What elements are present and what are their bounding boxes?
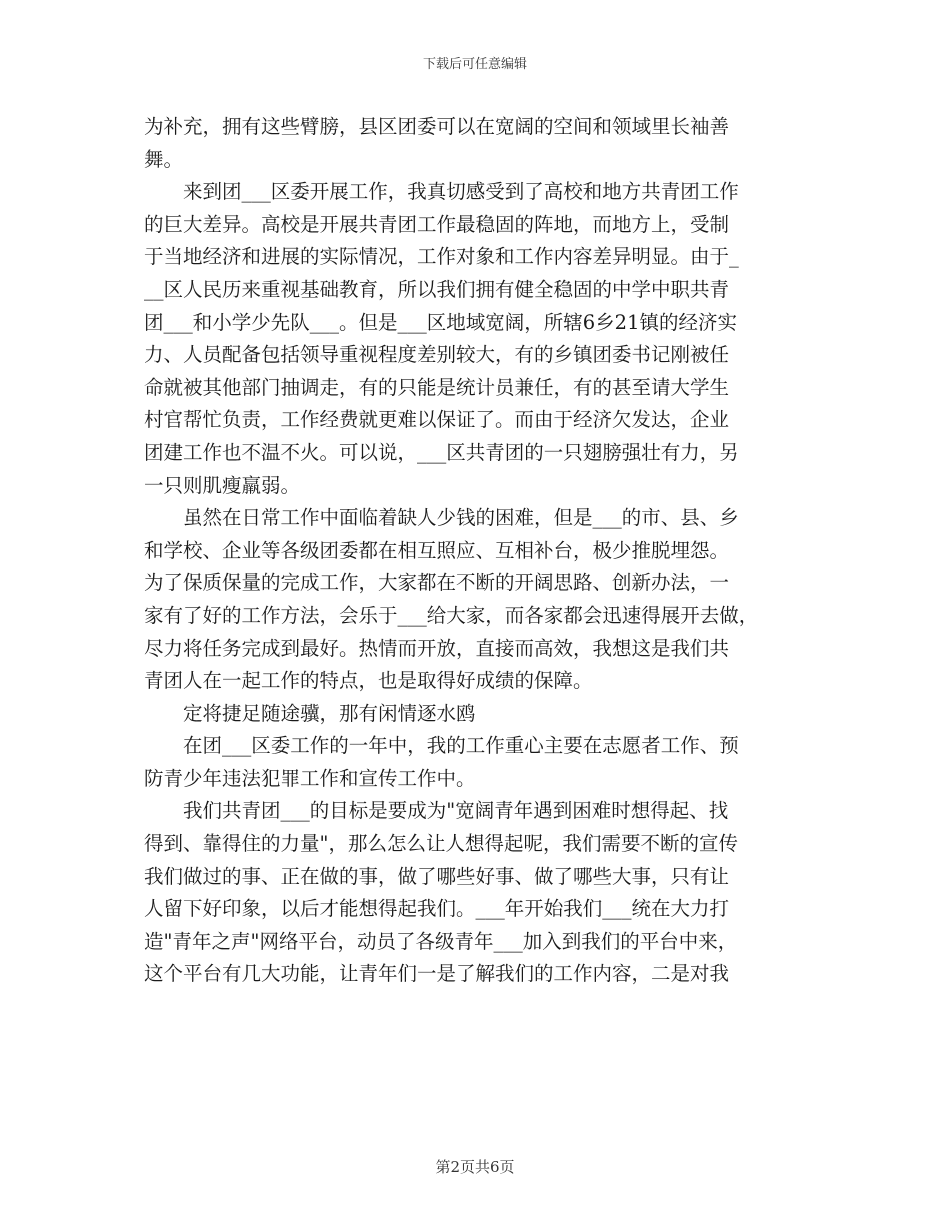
section-heading: 定将捷足随途骥，那有闲情逐水鸥: [183, 701, 476, 725]
paragraph-start-line: 虽然在日常工作中面临着缺人少钱的困难，但是___的市、县、乡: [183, 506, 739, 530]
document-body: [144, 111, 806, 991]
text-line: 人留下好印象，以后才能想得起我们。___年开始我们___统在大力打: [144, 897, 730, 921]
text-line: 一只则肌瘦羸弱。: [144, 473, 301, 497]
text-line: __区人民历来重视基础教育，所以我们拥有健全稳固的中学中职共青: [144, 277, 730, 301]
paragraph-start-line: 在团___区委工作的一年中，我的工作重心主要在志愿者工作、预: [183, 734, 739, 758]
text-line: 团___和小学少先队___。但是___区地域宽阔，所辖6乡21镇的经济实: [144, 310, 737, 334]
text-line: 团建工作也不温不火。可以说，___区共青团的一只翅膀强壮有力，另: [144, 440, 739, 464]
paragraph-start-line: 我们共青团___的目标是要成为"宽阔青年遇到困难时想得起、找: [183, 799, 729, 823]
text-line: 和学校、企业等各级团委都在相互照应、互相补台，极少推脱埋怨。: [144, 538, 730, 562]
text-line: 舞。: [144, 147, 184, 171]
text-line: 防青少年违法犯罪工作和宣传工作中。: [144, 766, 476, 790]
text-line: 尽力将任务完成到最好。热情而开放，直接而高效，我想这是我们共: [144, 636, 730, 660]
page-header: 下载后可任意编辑: [422, 57, 527, 72]
page-footer: 第2页共6页: [435, 1158, 515, 1176]
text-line: 家有了好的工作方法，会乐于___给大家，而各家都会迅速得展开去做，: [144, 603, 759, 627]
text-line: 命就被其他部门抽调走，有的只能是统计员兼任，有的甚至请大学生: [144, 375, 730, 399]
text-line: 为补充，拥有这些臂膀，县区团委可以在宽阔的空间和领域里长袖善: [144, 115, 730, 138]
text-line: 于当地经济和进展的实际情况，工作对象和工作内容差异明显。由于_: [144, 245, 739, 269]
text-line: 的巨大差异。高校是开展共青团工作最稳固的阵地，而地方上，受制: [144, 212, 730, 236]
text-line: 造"青年之声"网络平台，动员了各级青年___加入到我们的平台中来，: [144, 929, 738, 953]
text-line: 这个平台有几大功能，让青年们一是了解我们的工作内容，二是对我: [144, 962, 730, 986]
text-line: 为了保质保量的完成工作，大家都在不断的开阔思路、创新办法，一: [144, 571, 730, 595]
text-line: 力、人员配备包括领导重视程度差别较大，有的乡镇团委书记刚被任: [144, 343, 730, 367]
text-line: 村官帮忙负责，工作经费就更难以保证了。而由于经济欠发达，企业: [144, 408, 730, 432]
text-line: 青团人在一起工作的特点，也是取得好成绩的保障。: [144, 669, 593, 693]
text-line: 得到、靠得住的力量"，那么怎么让人想得起呢，我们需要不断的宣传: [144, 832, 738, 856]
paragraph-start-line: 来到团___区委开展工作，我真切感受到了高校和地方共青团工作: [183, 180, 739, 204]
text-line: 我们做过的事、正在做的事，做了哪些好事、做了哪些大事，只有让: [144, 864, 730, 888]
